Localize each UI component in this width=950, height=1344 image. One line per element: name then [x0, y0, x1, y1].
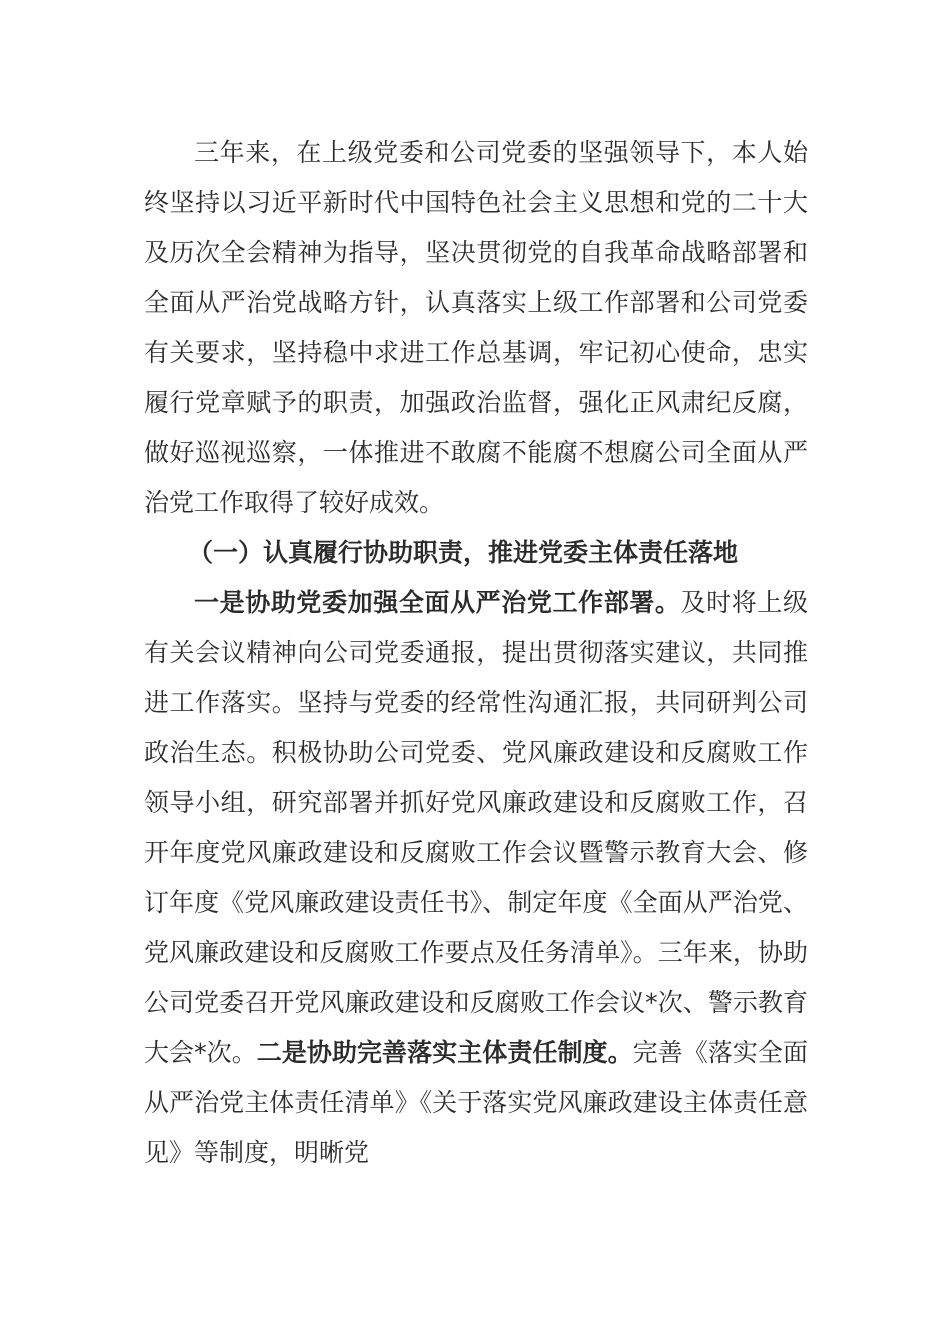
lead-sentence-1: 一是协助党委加强全面从严治党工作部署。	[194, 588, 681, 617]
body-text-1: 及时将上级有关会议精神向公司党委通报，提出贯彻落实建议，共同推进工作落实。坚持与党委的经常性沟通汇报，共同研判公司政治生态。积极协助公司党委、党风廉政建设和反腐败工作领导小组，研究部署并抓好党风廉政建设和反腐败工作，召开年度党风廉政建设和反腐败工作会议暨警示教育大会、修订年度《党风廉政建设责任书》、制定年度《全面从严治党、党风廉政建设和反腐败工作要点及任务清单》。三年来，协助公司党委召开党风廉政建设和反腐败工作会议*次、警示教育大会*次。	[144, 588, 808, 1067]
body-text-2: 完善《落实全面从严治党主体责任清单》《关于落实党风廉政建设主体责任意见》等制度，明晰党	[144, 1038, 808, 1167]
intro-paragraph: 三年来，在上级党委和公司党委的坚强领导下，本人始终坚持以习近平新时代中国特色社会主义思想和党的二十大及历次全会精神为指导，坚决贯彻党的自我革命战略部署和全面从严治党战略方针，认真落实上级工作部署和公司党委有关要求，坚持稳中求进工作总基调，牢记初心使命，忠实履行党章赋予的职责，加强政治监督，强化正风肃纪反腐，做好巡视巡察，一体推进不敢腐不能腐不想腐公司全面从严治党工作取得了较好成效。	[144, 138, 808, 517]
document-body	[144, 128, 808, 1178]
lead-sentence-2: 二是协助完善落实主体责任制度。	[256, 1038, 633, 1067]
section-heading: （一）认真履行协助职责，推进党委主体责任落地	[188, 538, 739, 567]
section-paragraph	[144, 578, 808, 1178]
